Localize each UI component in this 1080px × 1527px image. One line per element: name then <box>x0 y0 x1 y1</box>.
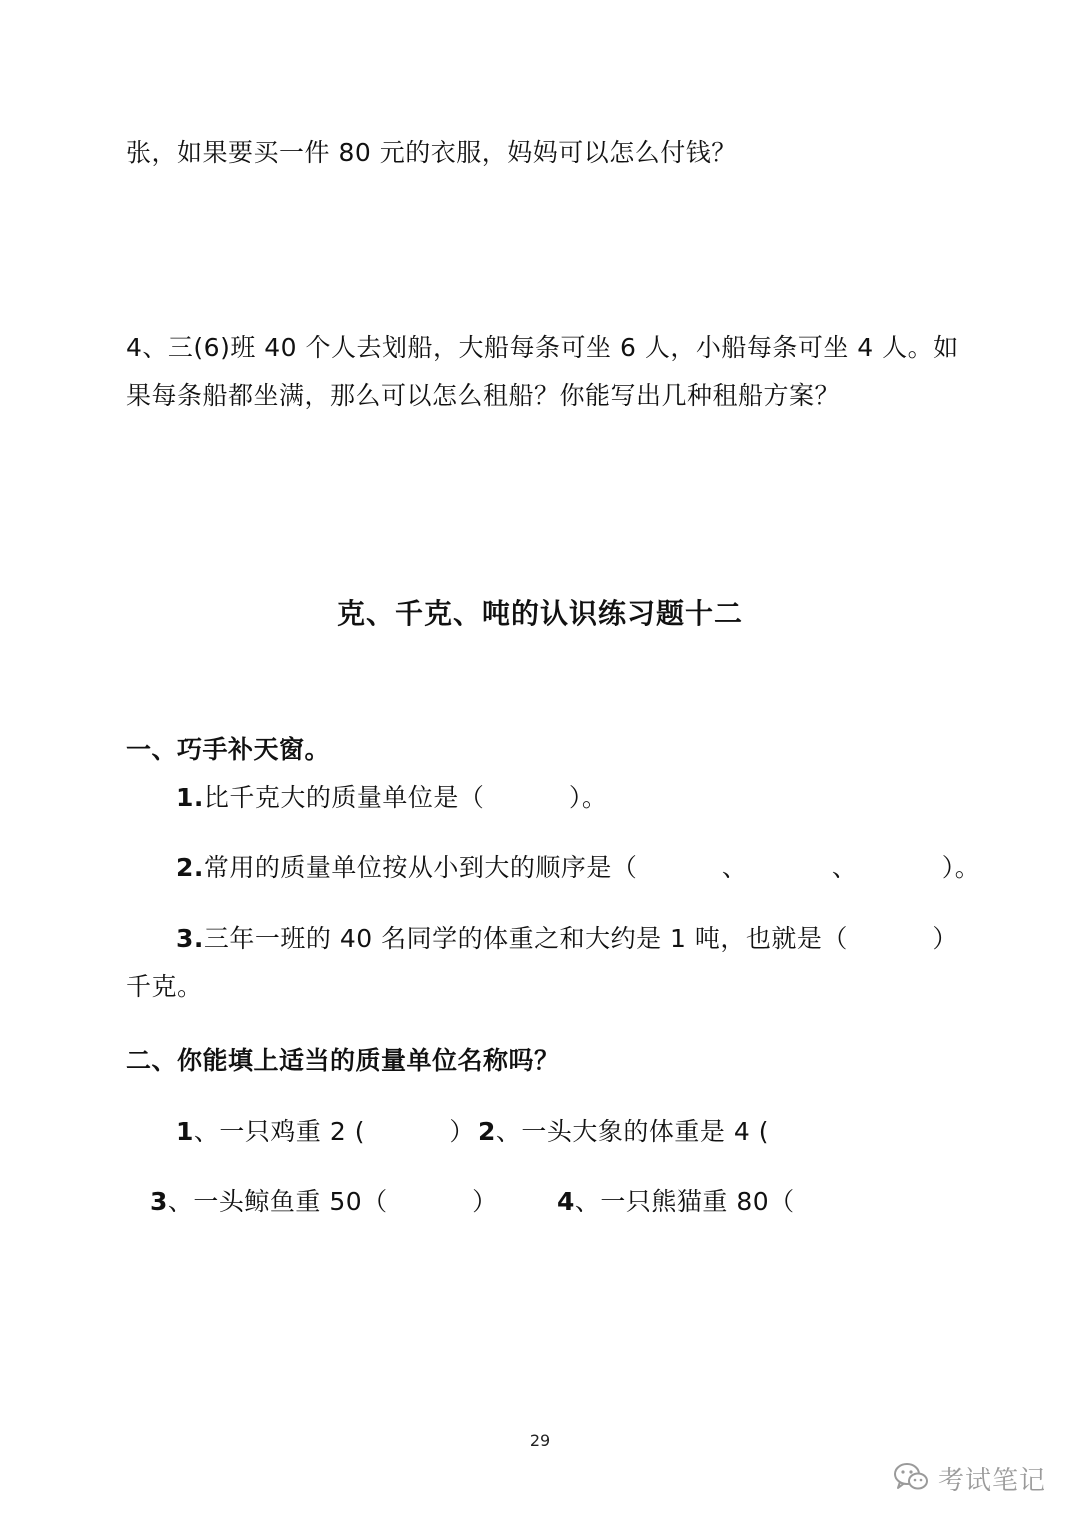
item-text: 、一头鲸鱼重 50（ ） <box>167 1187 498 1216</box>
question-4-line-2: 果每条船都坐满，那么可以怎么租船？你能写出几种租船方案？ <box>126 381 841 410</box>
item-number: 2 <box>478 1117 496 1146</box>
item-number: 4 <box>557 1187 575 1216</box>
question-4-line-1: 4、三(6)班 40 个人去划船，大船每条可坐 6 人，小船每条可坐 4 人。如 <box>126 333 959 362</box>
section-1-item-2 <box>176 853 980 883</box>
watermark <box>892 1460 1046 1497</box>
page-number: 29 <box>529 1431 551 1450</box>
watermark-text: 考试笔记 <box>938 1466 1047 1496</box>
item-text: 、一只熊猫重 80（ <box>574 1187 795 1216</box>
section-2-heading: 二、你能填上适当的质量单位名称吗？ <box>126 1046 560 1075</box>
item-text: 、一头大象的体重是 4 ( <box>495 1117 769 1146</box>
item-text: 比千克大的质量单位是（ ）。 <box>203 783 608 812</box>
continued-question-line: 张，如果要买一件 80 元的衣服，妈妈可以怎么付钱？ <box>126 138 737 167</box>
item-number: 3. <box>176 924 204 953</box>
item-text: 、一只鸡重 2 ( ） <box>193 1117 475 1146</box>
item-number: 1. <box>176 783 204 812</box>
item-number: 3 <box>150 1187 168 1216</box>
section-1-heading: 一、巧手补天窗。 <box>126 735 331 764</box>
section-2-item-1 <box>176 1117 475 1147</box>
section-1-item-3 <box>176 924 958 954</box>
item-text: 三年一班的 40 名同学的体重之和大约是 1 吨，也就是（ ） <box>203 924 958 953</box>
section-2-item-2 <box>478 1117 769 1147</box>
section-2-item-3 <box>150 1187 498 1217</box>
wechat-icon <box>892 1461 930 1497</box>
section-1-item-3-continued: 千克。 <box>126 972 203 1001</box>
item-number: 2. <box>176 853 204 882</box>
section-1-item-1 <box>176 783 607 813</box>
page-title: 克、千克、吨的认识练习题十二 <box>336 597 743 630</box>
section-2-item-4 <box>557 1187 795 1217</box>
item-text: 常用的质量单位按从小到大的顺序是（ 、 、 ）。 <box>203 853 981 882</box>
item-number: 1 <box>176 1117 194 1146</box>
